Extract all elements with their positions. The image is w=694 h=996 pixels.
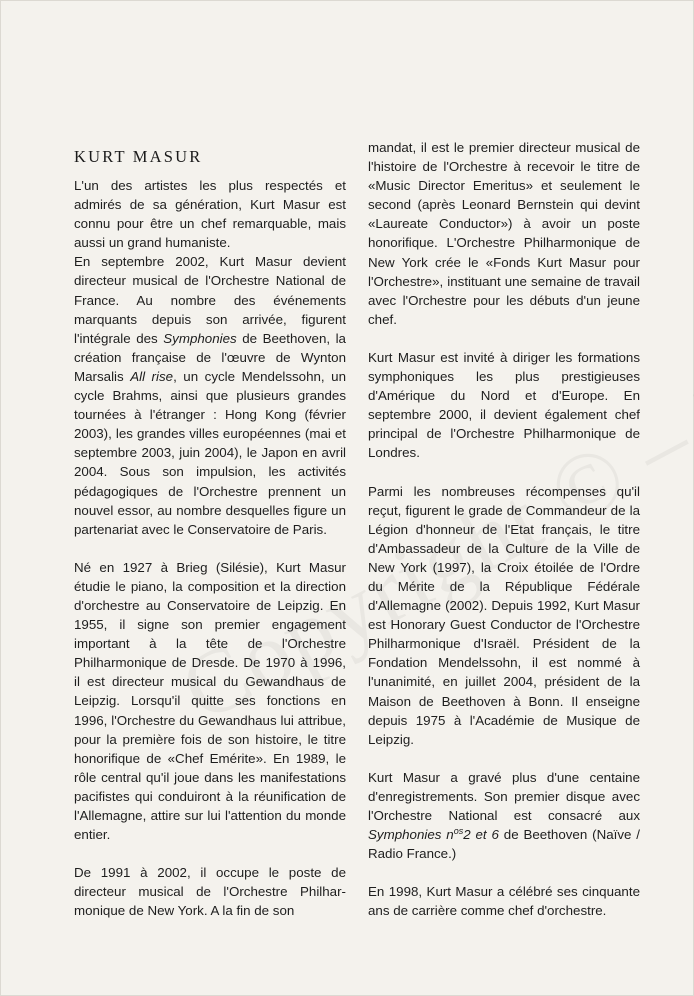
- paragraph-discographie: Kurt Masur a gravé plus d'une centaine d'enregistrements. Son premier disque avec l'Orchestre National est consacré aux Symphonies $n^{os}2$ et 6 de Beethoven (Naïve / Radio France.): [368, 769, 640, 862]
- paragraph-biography: Né en 1927 à Brieg (Silésie), Kurt Masur étudie le piano, la composition et la direction d'orchestre au Conservatoire de Leipzig. En 1955, il signe son premier engagement important à la tête de l'Orchestre Philharmonique de Dresde. De 1970 à 1996, il est directeur musical du Gewandhaus de Leipzig. Lorsqu'il quitte ses fonctions en 1996, l'Orchestre du Gewandhaus lui attribue, pour la première fois de son histoire, le titre honorifique de «Chef Emérite». En 1989, le rôle central qu'il joue dans les manifestations pacifistes qui conduiront à la réunification de l'Allemagne, attire sur lui l'attention du monde entier.: [74, 559, 346, 843]
- paragraph-invitations: Kurt Masur est invité à diriger les formations symphoniques les plus prestigieuses d'Amérique du Nord et d'Europe. En septembre 2000, il devient également chef principal de l'Orchestre Philharmonique de Londres.: [368, 349, 640, 461]
- paragraph-carriere: En 1998, Kurt Masur a célébré ses cinquante ans de carrière comme chef d'orchestre.: [368, 884, 640, 919]
- paragraph-new-york: De 1991 à 2002, il occupe le poste de directeur musical de l'Orchestre Philharmonique de New York. A la fin de son: [74, 865, 346, 919]
- right-column: [368, 138, 640, 920]
- paragraph-intro: L'un des artistes les plus respectés et admirés de sa génération, Kurt Masur est connu pour être un chef remarquable, mais aussi un grand humaniste.: [74, 178, 346, 251]
- paragraph-orchestre-national: En septembre 2002, Kurt Masur devient directeur musical de l'Orchestre National de France. Au nombre des événements marquants depuis son arrivée, figurent l'intégrale des Symphonies de Beethoven, la création française de l'œuvre de Wynton Marsalis All rise, un cycle Mendelssohn, un cycle Brahms, ainsi que plusieurs grandes tournées à l'étranger : Hong Kong (février 2003), les grandes villes européennes (mai et septembre 2003, juin 2004), le Japon en avril 2004. Sous son impulsion, les activités pédagogiques de l'Orchestre prennent un nouvel essor, au nombre desquelles figure un partenariat avec le Conservatoire de Paris.: [74, 254, 347, 537]
- paragraph-recompenses: Parmi les nombreuses récompenses qu'il reçut, figurent le grade de Commandeur de la Légion d'honneur de l'Etat français, le titre d'Ambassadeur de la Culture de la Ville de New York (1997), la Croix étoilée de l'Ordre du Mérite de la République Fédérale d'Allemagne (2002). Depuis 1992, Kurt Masur est Honorary Guest Conductor de l'Orchestre Philharmonique d'Israël. Président de la Fondation Mendelssohn, il est nommé à l'unanimité, en juillet 2004, président de la Maison de Beethoven à Bonn. Il enseigne depuis 1975 à l'Académie de Musique de Leipzig.: [368, 483, 640, 747]
- paragraph-mandat: mandat, il est le premier directeur musical de l'histoire de l'Orchestre à recevoir le titre de «Music Director Emeritus» et seulement le second (après Leonard Bernstein qui devint «Laureate Conductor») à avoir un poste honorifique. L'Orchestre Philharmonique de New York crée le «Fonds Kurt Masur pour l'Orchestre», instituant une semaine de travail avec l'Orchestre pour les débuts d'un jeune chef.: [368, 140, 640, 327]
- page-title: KURT MASUR: [74, 147, 203, 166]
- left-column: [74, 176, 346, 920]
